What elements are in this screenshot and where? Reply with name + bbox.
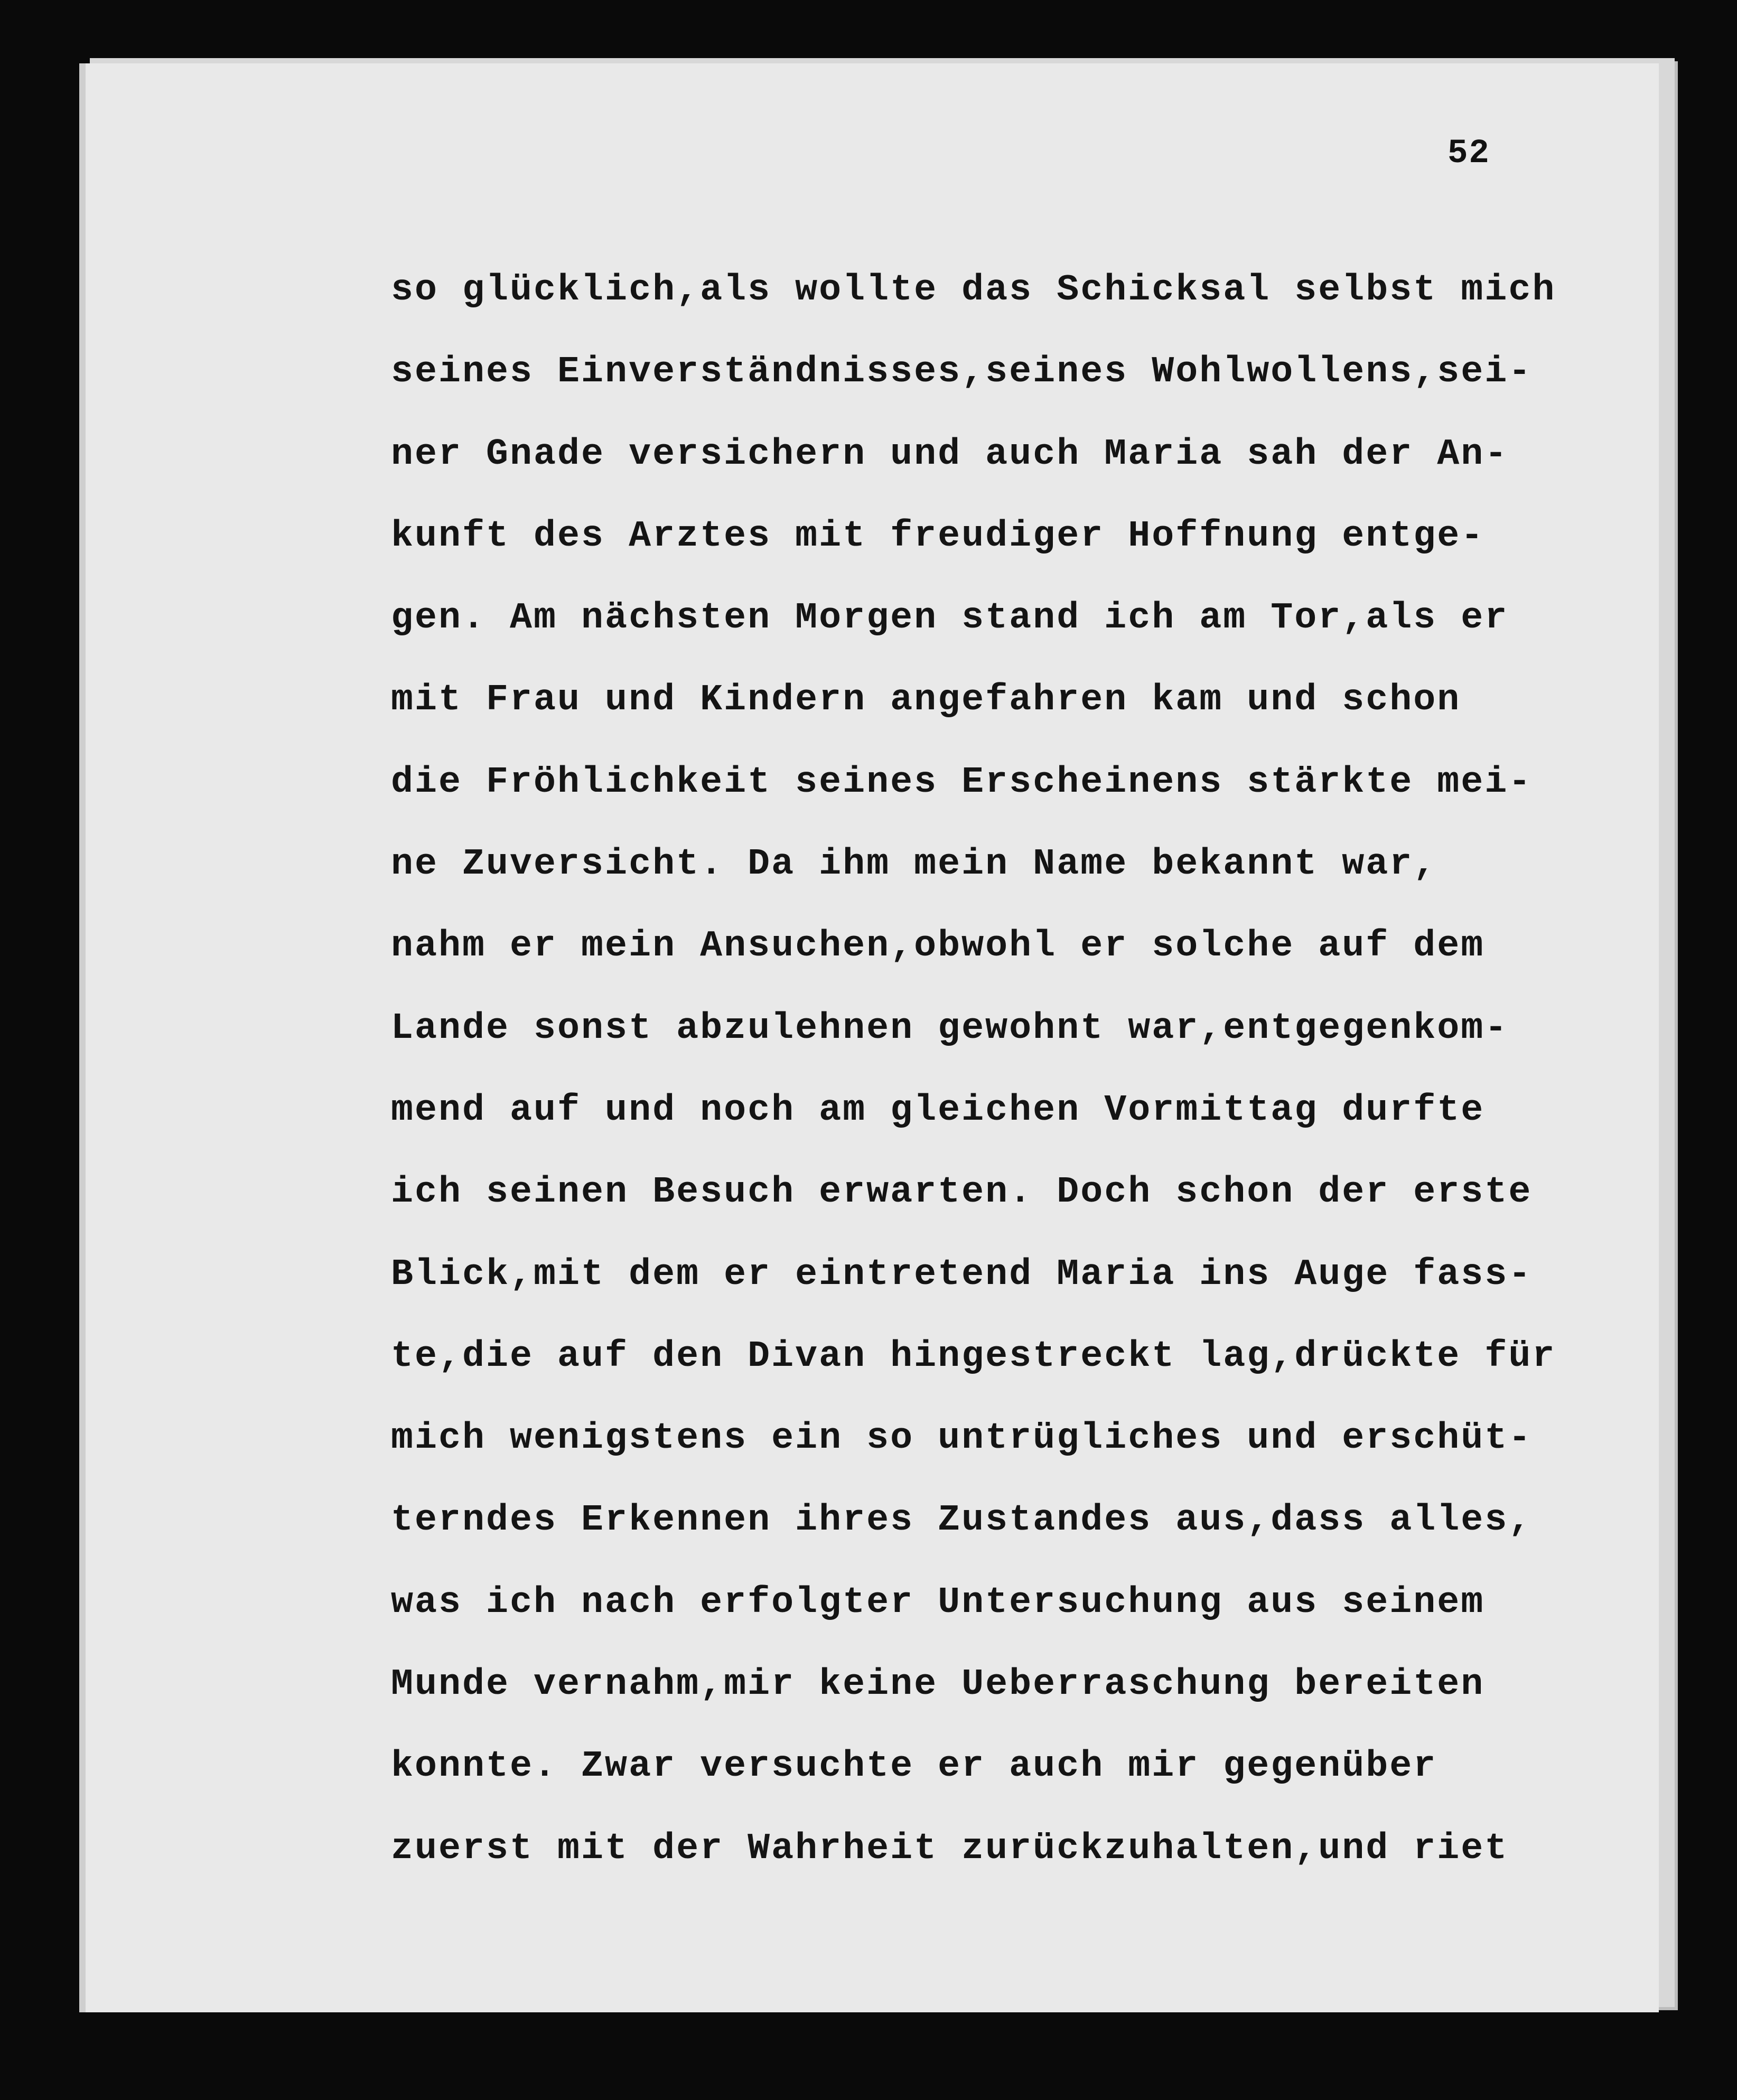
- page-number: 52: [1448, 135, 1490, 173]
- text-line: nahm er mein Ansuchen,obwohl er solche auf dem: [391, 925, 1485, 968]
- text-line: Lande sonst abzulehnen gewohnt war,entgegenkom-: [391, 1007, 1509, 1049]
- text-line: so glücklich,als wollte das Schicksal selbst mich: [391, 269, 1556, 311]
- text-line: seines Einverständnisses,seines Wohlwollens,sei-: [391, 351, 1533, 393]
- text-line: Blick,mit dem er eintretend Maria ins Auge fass-: [391, 1253, 1533, 1296]
- text-line: kunft des Arztes mit freudiger Hoffnung entge-: [391, 515, 1485, 557]
- text-line: zuerst mit der Wahrheit zurückzuhalten,und riet: [391, 1827, 1509, 1870]
- text-line: ich seinen Besuch erwarten. Doch schon der erste: [391, 1171, 1533, 1214]
- text-line: was ich nach erfolgter Untersuchung aus seinem: [391, 1581, 1485, 1624]
- text-line: ner Gnade versichern und auch Maria sah der An-: [391, 433, 1509, 475]
- text-line: Munde vernahm,mir keine Ueberraschung bereiten: [391, 1664, 1485, 1706]
- text-line: te,die auf den Divan hingestreckt lag,drückte für: [391, 1335, 1556, 1377]
- text-line: terndes Erkennen ihres Zustandes aus,dass alles,: [391, 1499, 1533, 1542]
- text-line: die Fröhlichkeit seines Erscheinens stärkte mei-: [391, 761, 1533, 803]
- page-body: [391, 264, 1638, 1905]
- text-line: mit Frau und Kindern angefahren kam und schon: [391, 679, 1461, 721]
- text-line: konnte. Zwar versuchte er auch mir gegenüber: [391, 1746, 1437, 1788]
- text-line: gen. Am nächsten Morgen stand ich am Tor,als er: [391, 597, 1509, 640]
- text-line: mend auf und noch am gleichen Vormittag durfte: [391, 1089, 1485, 1131]
- text-line: mich wenigstens ein so untrügliches und erschüt-: [391, 1418, 1533, 1460]
- text-line: ne Zuversicht. Da ihm mein Name bekannt war,: [391, 843, 1437, 886]
